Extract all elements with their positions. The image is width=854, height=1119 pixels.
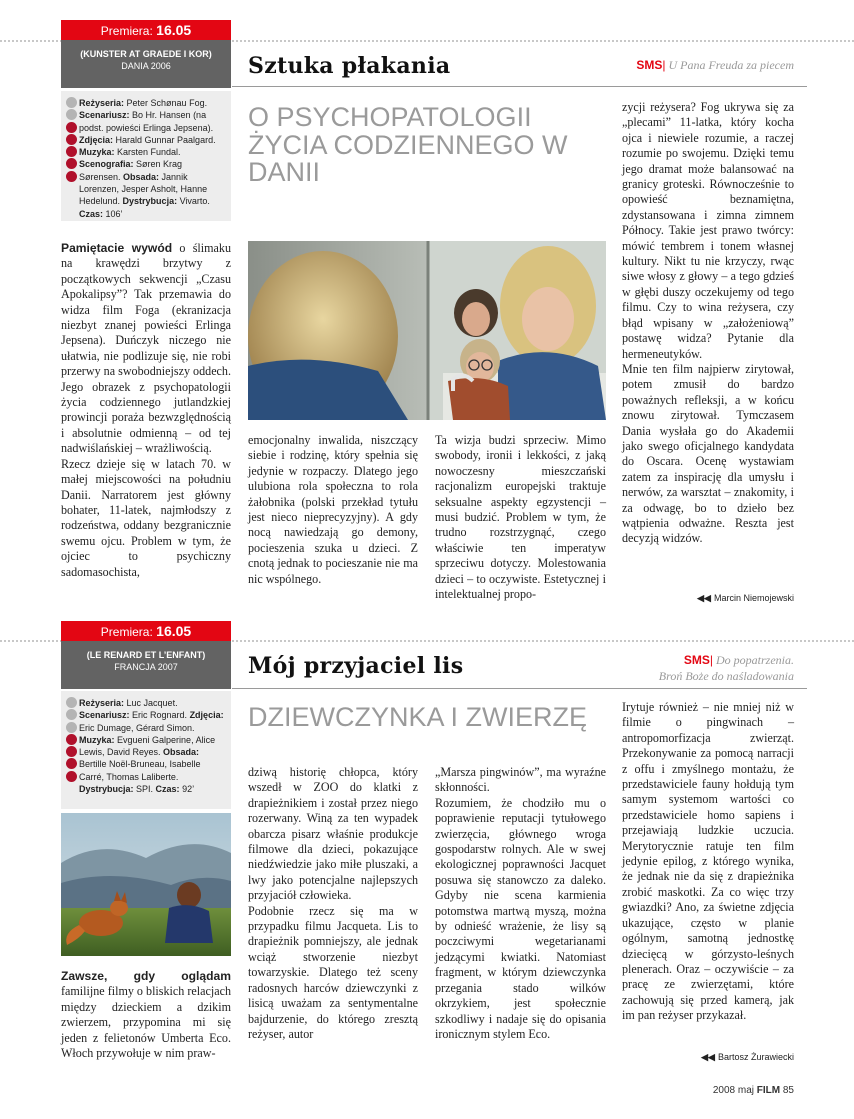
paragraph: Mnie ten film najpierw zirytował, potem zmusił do bardzo poważnych refleksji, a w końcu znowu zirytował. Tymczasem Dania wysłała go do Akademii jako swego oficjalnego kandydata do Oscara. Ocenę wystawiam zatem za inspirację dla umysłu i nerwów, za warsztat – znakomity, i za odwagę, bo to dzieło bez wątpienia odważne. Reszta jest decyzją widzów. xyxy=(622,361,794,546)
film-still-photo xyxy=(248,241,606,420)
credits-box xyxy=(61,691,231,809)
author-name: Marcin Niemojewski xyxy=(713,593,794,603)
rating-dot-empty xyxy=(66,709,77,720)
rating-dot-filled xyxy=(66,771,77,782)
rating-dot-empty xyxy=(66,697,77,708)
rating-dot-filled xyxy=(66,734,77,745)
original-title: (LE RENARD ET L’ENFANT) xyxy=(86,650,206,660)
footer-brand: FILM xyxy=(756,1085,781,1096)
credits-box xyxy=(61,91,231,221)
premiere-date: 16.05 xyxy=(156,623,192,639)
sms-text: Broń Boże do naśladowania xyxy=(658,669,794,683)
original-title-box xyxy=(61,641,231,689)
page-number: 85 xyxy=(782,1085,794,1096)
paragraph: emocjonalny inwalida, niszczący siebie i rodzinę, który spełnia się jedynie w rozpaczy. Dlatego jego ulubiona rola społeczna to rola żałobnika (polski przekład tytułu jest nieco nieprecyzyjny). A gdy nocą nawiedzają go demony, pocieszenia szuka u dzieci. Z cnotą jednak to pocieszanie nie ma nic wspólnego. xyxy=(248,433,418,586)
rating-dot-filled xyxy=(66,171,77,182)
premiere-label: Premiera: xyxy=(100,24,153,38)
film-still-photo xyxy=(61,813,231,956)
paragraph: dziwą historię chłopca, który wszedł w ZOO do klatki z drapieżnikiem i został przez niego rozerwany. Winą za ten wypadek obarcza pisarz właśnie produkcje filmowe dla dzieci, pokazujące niedźwiedzie jako miłe pluszaki, a lwy jako potencjalne najlepszych przyjaciół człowieka. xyxy=(248,765,418,903)
text-column-4 xyxy=(622,700,794,1024)
credits-text: Reżyseria: Luc Jacquet. Scenariusz: Eric Rognard. Zdjęcia: Eric Dumage, Gérard Simon. Muzyka: Evgueni Galperine, Alice Lewis, David Reyes. Obsada: Bertille Noël-Bruneau, Isabelle Carré, Thomas Laliberte. Dystrybucja: SPI. Czas: 92’ xyxy=(79,698,224,795)
premiere-label: Premiera: xyxy=(100,625,153,639)
review-title: Mój przyjaciel lis xyxy=(248,653,464,679)
premiere-banner xyxy=(61,20,231,40)
paragraph: Rzecz dzieje się w latach 70. w małej miejscowości na południu Danii. Narratorem jest główny bohater, 11-latek, najmłodszy z rodzeństwa, oddany bezgranicznie swemu ojcu. Problem w tym, że ojciec to psychiczny sadomasochista, xyxy=(61,456,231,579)
rating-dot-empty xyxy=(66,109,77,120)
sms-bar: | xyxy=(662,58,666,72)
sms-text: U Pana Freuda za piecem xyxy=(668,58,794,72)
origin: DANIA 2006 xyxy=(121,61,171,71)
premiere-banner xyxy=(61,621,231,641)
original-title: (KUNSTER AT GRAEDE I KOR) xyxy=(80,49,212,59)
page-footer xyxy=(713,1085,794,1096)
text-column-2 xyxy=(248,765,418,1042)
rating-dot-empty xyxy=(66,97,77,108)
footer-date: 2008 maj xyxy=(712,1085,754,1096)
author-credit xyxy=(697,593,794,604)
author-credit xyxy=(701,1052,794,1063)
sms-verdict xyxy=(659,652,794,684)
headline: O PSYCHOPATOLOGII ŻYCIA CODZIENNEGO W DANII xyxy=(248,102,568,188)
rating-dot-empty xyxy=(66,722,77,733)
rating-dot-filled xyxy=(66,146,77,157)
text-column-3 xyxy=(435,433,606,602)
paragraph: Irytuje również – nie mniej niż w filmie o pingwinach – antropomorfizacja zwierząt. Przekonywanie za pomocą narracji z offu i zmyślnego montażu, że przedstawiciele fauny hołdują tym samym systemom wartości co przedstawiciele homo sapiens i przejawiają ludzkie uczucia. Merytorycznie ratuje ten film jedynie epilog, z którego wynika, że jednak nie da się z drapieżnika zrobić maskotki. Za co więc trzy gwiazdki? Ano, za świetne zdjęcia ukazujące, często w planie ogólnym, samotną jednostkę dziecięcą w górzysto-leśnych plenerach. Oraz – oczywiście – za pracę ze zwierzętami, które zachowują się przed kamerą, jak im pan reżyser przykazał. xyxy=(622,700,794,1023)
lead-in: Pamiętacie wywód xyxy=(61,241,173,255)
sms-tag: SMS xyxy=(683,653,710,667)
paragraph: o ślimaku na krawędzi brzytwy z początkowych sekwencji „Czasu Apokalipsy”? Tak przemawia do widza film Foga (ekranizacja niezbyt znanej powieści Erlinga Jepsena). Duńczyk niczego nie ułatwia, nie podlizuje się, nie robi przerwy na swobodniejszy oddech. Jego obrazek z psychopatologii życia codziennego jutlandzkiej prowincji poraża bezwzględnością i absolutnie odmienną – od tej nadwiślańskiej – wrażliwością. xyxy=(61,241,232,456)
rating-dots xyxy=(65,697,79,795)
credits-text: Reżyseria: Peter Schønau Fog. Scenariusz: Bo Hr. Hansen (na podst. powieści Erlinga Jepsena). Zdjęcia: Harald Gunnar Paalgard. Muzyka: Karsten Fundal. Scenografia: Søren Krag Sørensen. Obsada: Jannik Lorenzen, Jesper Asholt, Hanne Hedelund. Dystrybucja: Vivarto. Czas: 106’ xyxy=(79,98,216,219)
original-title-box xyxy=(61,40,231,88)
paragraph: „Marsza pingwinów”, ma wyraźne skłonności. xyxy=(435,765,606,795)
premiere-date: 16.05 xyxy=(156,22,192,38)
rating-dot-filled xyxy=(66,134,77,145)
text-column-3 xyxy=(435,765,606,1042)
text-column-2 xyxy=(248,433,418,587)
rewind-icon: ◀◀ xyxy=(697,593,711,603)
paragraph: Rozumiem, że chodziło mu o poprawienie reputacji tytułowego zwierzęcia, głównego wroga gospodarstw rolnych. Ale w swej ekologicznej poprawności Jacquet posuwa się stanowczo za daleko. Gdyby nie scena karmienia potomstwa martwą myszą, można by odnieść wrażenie, że lisy są poczciwymi wegetarianami jedzącymi kwiatki. Natomiast fragment, w którym dziewczynka przegania stado wilków okrzykiem, jest społecznie szkodliwy i nadaje się do opisania ironicznym stylem Eco. xyxy=(435,795,606,1041)
paragraph: Podobnie rzecz się ma w przypadku filmu Jacqueta. Lis to drapieżnik pomniejszy, ale jednak wciąż stworzenie niezbyt towarzyskie. Dlatego też sceny radosnych harców dziewczynki z lisicą uważam za sentymentalne bajdurzenie, do którego zresztą reżyser, autor xyxy=(248,903,418,1041)
text-column-4 xyxy=(622,100,794,547)
lead-in: Zawsze, gdy oglądam xyxy=(61,969,231,983)
sms-verdict xyxy=(636,58,794,73)
sms-tag: SMS xyxy=(636,58,663,72)
rating-dot-filled xyxy=(66,746,77,757)
title-rule xyxy=(232,86,807,87)
author-name: Bartosz Żurawiecki xyxy=(717,1052,794,1062)
headline: DZIEWCZYNKA I ZWIERZĘ xyxy=(248,702,588,732)
rating-dot-filled xyxy=(66,758,77,769)
paragraph: Ta wizja budzi sprzeciw. Mimo swobody, ironii i lekkości, z jaką nowoczesny mieszczański racjonalizm europejski traktuje seksualne aspekty egzystencji – musi budzić. Problem w tym, że trudno rozstrzygnąć, czego właściwie ten imperatyw sprzeciwu dotyczy. Molestowania dzieci – to oczywiste. Estetycznej i intelektualnej propo- xyxy=(435,433,606,602)
paragraph: familijne filmy o bliskich relacjach między dzieckiem a dzikim zwierzem, przypomina mi się jeden z felietonów Umberta Eco. Włoch przywołuje w nim praw- xyxy=(61,984,231,1061)
text-column-1 xyxy=(61,969,231,1061)
paragraph: zycji reżysera? Fog ukrywa się za „plecami” 11-latka, który kocha ojca i niewiele rozumie, a raczej rozumie po swojemu. Dzięki temu jego dramat może balansować na granicy groteski. Równocześnie to opowieść beznamiętna, zdystansowana i zimna zimnem Północy. Takie jest prawo twórcy: mówić tembrem i tonem własnej kultury. Nikt tu nie krzyczy, rwąc siwe włosy z głowy – a tego gdzieś w głębi duszy oczekujemy od tego filmu. Czy to wina reżysera, czy błąd wpisany w „założeniową” postawę widza? Pytanie dla hermeneutyków. xyxy=(622,100,794,361)
text-column-1 xyxy=(61,241,231,580)
title-rule xyxy=(232,688,807,689)
rating-dot-filled xyxy=(66,122,77,133)
origin: FRANCJA 2007 xyxy=(114,662,178,672)
rewind-icon: ◀◀ xyxy=(701,1052,715,1062)
review-title: Sztuka płakania xyxy=(248,53,451,79)
rating-dot-filled xyxy=(66,158,77,169)
rating-dots xyxy=(65,97,79,220)
sms-bar: | xyxy=(709,653,713,667)
sms-text: Do popatrzenia. xyxy=(716,653,794,667)
